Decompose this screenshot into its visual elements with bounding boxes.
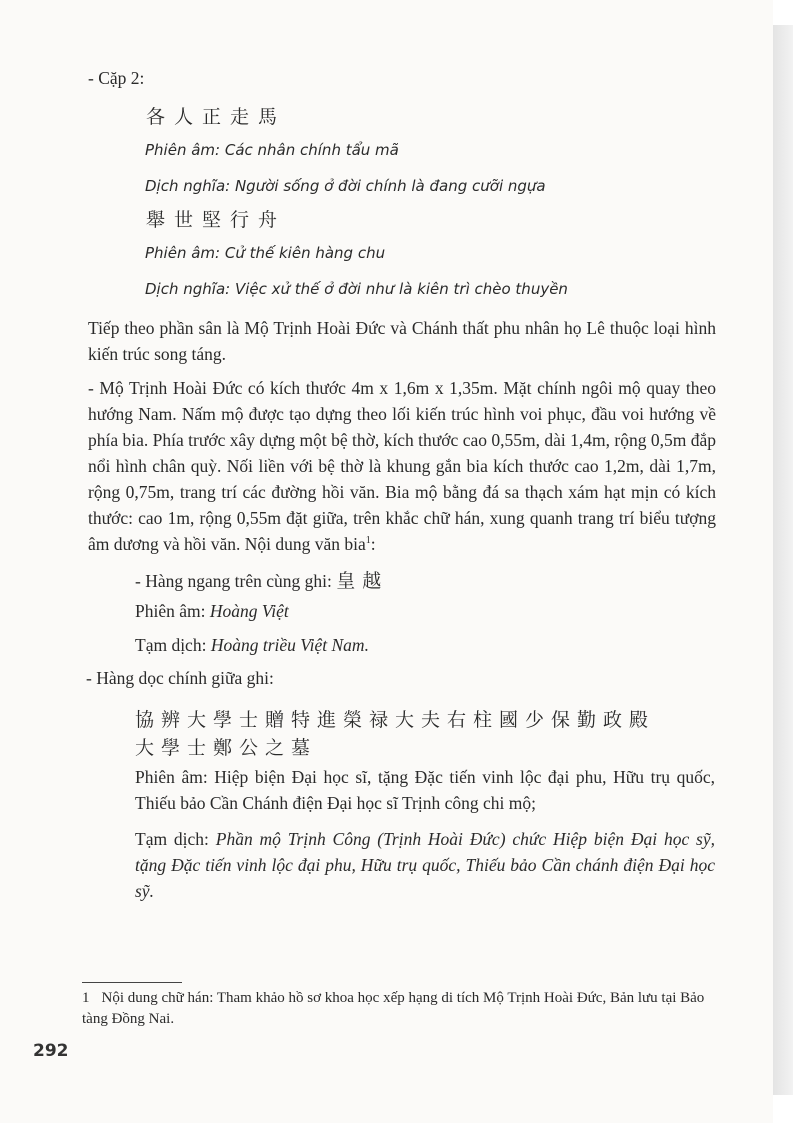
horizontal-label: - Hàng ngang trên cùng ghi:: [135, 571, 337, 591]
tomb-description-text: - Mộ Trịnh Hoài Đức có kích thước 4m x 1,6m x 1,35m. Mặt chính ngôi mộ quay theo hướng Nam. Nấm mộ được tạo dựng theo lối kiến trúc hình voi phục, đầu voi hướng về phía bia. Phía trước xây dựng một bệ thờ, kích thước cao 0,55m, dài 1,4m, rộng 0,5m đắp nổi hình chân quỳ. Nối liền với bệ thờ là khung gắn bia kích thước cao 1,2m, dài 1,7m, rộng 0,75m, trang trí các đường hồi văn. Bia mộ bằng đá sa thạch xám hạt mịn có kích thước: cao 1m, rộng 0,55m đặt giữa, trên khắc chữ hán, xung quanh trang trí biểu tượng âm dương và hồi văn. Nội dung văn bia: [88, 378, 716, 554]
pair2-line1-dich: Dịch nghĩa: Người sống ở đời chính là đang cưỡi ngựa: [145, 177, 546, 195]
footnote: [82, 988, 714, 1030]
vertical-phien-paragraph: Phiên âm: Hiệp biện Đại học sĩ, tặng Đặc tiến vinh lộc đại phu, Hữu trụ quốc, Thiếu bảo Cần Chánh điện Đại học sĩ Trịnh công chi mộ;: [135, 767, 715, 813]
tomb-description-tail: :: [370, 534, 376, 554]
tomb-description-paragraph: [88, 375, 716, 557]
horizontal-han: 皇越: [336, 570, 389, 592]
vertical-inscription-label: - Hàng dọc chính giữa ghi:: [86, 668, 274, 688]
horizontal-phien-line: [135, 601, 289, 622]
vertical-han-line1: 協辨大學士贈特進榮禄大夫右柱國少保勤政殿: [135, 709, 656, 731]
horizontal-tam-line: [135, 635, 369, 656]
page-number: 292: [33, 1041, 69, 1061]
pair2-line2-han: 舉世堅行舟: [146, 209, 287, 231]
footnote-number: 1: [82, 990, 90, 1006]
vertical-tam-label: Tạm dịch:: [135, 829, 216, 849]
page-edge-shadow: [773, 25, 793, 1095]
horizontal-tam-value: Hoàng triều Việt Nam.: [210, 635, 369, 655]
pair2-label: - Cặp 2:: [88, 68, 145, 88]
horizontal-phien-value: Hoàng Việt: [209, 601, 289, 621]
horizontal-phien-label: Phiên âm:: [135, 601, 210, 621]
vertical-tam-value: Phần mộ Trịnh Công (Trịnh Hoài Đức) chức Hiệp biện Đại học sỹ, tặng Đặc tiến vinh lộc đại phu, Hữu trụ quốc, Thiếu bảo Cần chánh điện Đại học sỹ.: [135, 829, 716, 901]
pair2-line2-phien: Phiên âm: Cử thế kiên hàng chu: [145, 244, 386, 262]
footnote-text: Nội dung chữ hán: Tham khảo hồ sơ khoa học xếp hạng di tích Mộ Trịnh Hoài Đức, Bản lưu tại Bảo tàng Đồng Nai.: [82, 990, 705, 1027]
horizontal-inscription-line: [135, 566, 388, 593]
pair2-line1-phien: Phiên âm: Các nhân chính tẩu mã: [145, 141, 399, 159]
vertical-tam-paragraph: [135, 826, 715, 904]
footnote-ref: 1: [365, 535, 371, 547]
footnote-divider: [82, 982, 182, 983]
horizontal-tam-label: Tạm dịch:: [135, 635, 211, 655]
intro-paragraph: Tiếp theo phần sân là Mộ Trịnh Hoài Đức và Chánh thất phu nhân họ Lê thuộc loại hình kiến trúc song táng.: [88, 318, 716, 364]
pair2-line1-han: 各人正走馬: [146, 106, 287, 128]
pair2-line2-dich: Dịch nghĩa: Việc xử thế ở đời như là kiên trì chèo thuyền: [145, 280, 568, 298]
vertical-han-line2: 大學士鄭公之墓: [135, 737, 318, 759]
